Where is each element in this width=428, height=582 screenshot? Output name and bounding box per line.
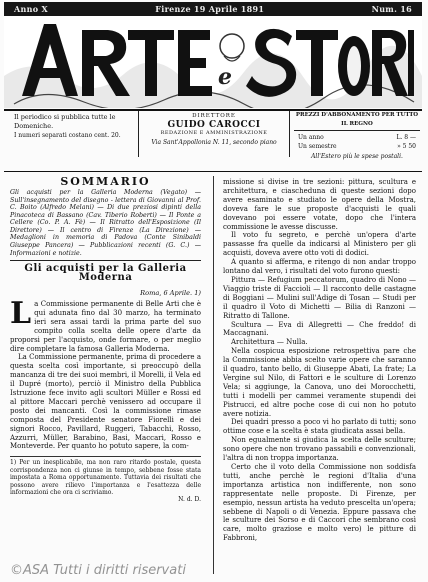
- dateline-bar: [4, 2, 422, 16]
- price-row-year: Un anno L. 8 —: [298, 134, 416, 141]
- editor-box: [138, 111, 290, 157]
- editorial-address: Via Sant'Appollonia N. 11, secondo piano: [151, 139, 277, 146]
- right-paragraph-7: Certo che il voto della Commissione non soddisfa tutti, anche perchè le regioni d'Italia d'una importanza artistica non indifferente, non sono rappresentate nelle proposte. Di Firenze, per esempio, nessun artista ha veduto prescelta un'opera; sebbene di Napoli o di Venezia. Eppure passava che le sculture dei Sorso e di Caccori che sembrano così care, molto graziose e molto vero) le pitture di Fabbroni,: [223, 463, 416, 543]
- footnote-text: 1) Per un inesplicabile, ma non raro ritardo postale, questa corrispondenza non ci giunse in tempo, sebbene fosse stata impostata a Roma opportunamente. Tuttavia dei risultati che possono avere rilievo l'importanza e l'esattezza delle informazioni che ora ci scriviamo.: [10, 459, 201, 496]
- issue-year: Anno X: [14, 4, 48, 14]
- summary-rule: [10, 260, 201, 261]
- left-column: [10, 175, 201, 504]
- right-column: [223, 178, 416, 543]
- painting-list: Pittura — Refugium peccatorum, quadro di Nono — Viaggio triste di Faccioli — Il racconto delle castagne di Boggiani — Mulini sull'Adige di Tosan — Studi per il quadro il Voto di Michetti — Bilia di Ranzoni — Ritratto di Tallone.: [223, 275, 416, 320]
- subscription-prices: [294, 111, 420, 161]
- masthead: [4, 16, 422, 108]
- copyright-watermark: ©ASA Tutti i diritti riservati: [10, 563, 186, 578]
- right-paragraph-3: A quanto si afferma, e ritengo di non andar troppo lontano dal vero, i risultati del voto furono questi:: [223, 258, 416, 276]
- editorial-office-label: REDAZIONE E AMMINISTRAZIONE: [160, 130, 268, 136]
- article-paragraph-2: La Commissione permanente, prima di procedere a questa scelta così importante, si preoccupò della mancanza di tre dei suoi membri, il Morelli, il Vela ed il Dupré (morto), perciò il Ministro della Pubblica Istruzione fece invito agli scultori Müller e Rossi ed al pittore Maccari perchè venissero ad occupare il posto dei mancanti. Così la commissione rimase composta del Presidente senatore Fiorelli e dei signori Rocco, Pavillard, Ruggeri, Tabacchi, Rosso, Azzurri, Müller, Barabino, Basi, Maccari, Rosso e Monteverde. Per quanto ho potuto sapere, la com-: [10, 353, 201, 451]
- single-issue-price: I numeri separati costano cent. 20.: [14, 132, 121, 139]
- masthead-logo: [4, 16, 422, 108]
- issue-place-date: Firenze 19 Aprile 1891: [155, 4, 265, 14]
- article-title: Gli acquisti per la Galleria Moderna: [24, 263, 187, 284]
- issue-number: Num. 16: [371, 4, 412, 14]
- prices-abroad-note: All'Estero più le spese postali.: [311, 153, 403, 160]
- architecture-list: Architettura — Nulla.: [231, 338, 308, 347]
- right-paragraph-1: missione si divise in tre sezioni: pittura, scultura e architettura, e ciascheduna di queste sezioni dopo avere esaminato e studiato le opere della Mostra, doveva fare le sue proposte d'acquisti le quali dovevano poi essere votate, dopo che l'intera commissione le avesse discusse.: [223, 178, 416, 231]
- director-label: DIRETTORE: [192, 113, 236, 119]
- svg-text:e: e: [218, 64, 232, 90]
- footnote: [10, 456, 201, 503]
- article-dateline: Roma, 6 Aprile. 1): [140, 289, 201, 298]
- prices-title: PREZZI D'ABBONAMENTO PER TUTTO IL REGNO: [294, 111, 420, 131]
- right-paragraph-5: Dei quadri presso a poco vi ho parlato di tutti; sono ottime cose e la scelta è stata giudicata assai bella.: [223, 418, 416, 436]
- article-paragraph-1: La Commissione permanente di Belle Arti che è qui adunata fino dal 30 marzo, ha terminato ieri sera assai tardi la prima parte del suo compito colla scelta delle opere d'arte da proporsi per l'acquisto, onde formare, o per meglio dire completare la famosa Galleria Moderna.: [10, 295, 201, 353]
- columns-top-rule: [4, 171, 422, 172]
- right-paragraph-6: Non egualmente si giudica la scelta delle sculture; sono opere che non trovano passabili e convenzionali, l'altra di non troppa importanza.: [223, 436, 416, 463]
- sculpture-list: Scultura — Eva di Allegretti — Che freddo! di Maccagnani.: [223, 320, 416, 338]
- footnote-signature: N. d. D.: [178, 496, 201, 504]
- publication-info: [14, 113, 132, 140]
- publication-frequency: Il periodico si pubblica tutte le Domeniche.: [14, 113, 116, 130]
- drop-cap: L: [10, 295, 32, 331]
- right-paragraph-4: Nella cospicua esposizione retrospettiva pare che la Commissione abbia scelto varie opere che saranno il quadro, tanto bello, di Giuseppe Abati, La frate; La Vergine sul Nilo, di Fattori e le sculture di Lorenzo Vela; si aggiunge, la Canova, uno dei Morocchetti, tutti i modelli per cammei veramente stupendi dei Pistrucci, ed altre poche cose di cui non ho potuto avere notizia.: [223, 347, 416, 418]
- column-divider: [213, 176, 214, 574]
- summary-title: SOMMARIO: [60, 175, 151, 188]
- director-name: GUIDO CAROCCI: [167, 120, 261, 130]
- summary-text: Gli acquisti per la Galleria Moderna (Vegato) — Sull'insegnamento del disegno - lettera di Giovanni al Prof. C. Boito (Alfredo Melani) — Di due preziosi dipinti della Pinacoteca di Bassano (Cav. Tiberio Roberti) — Il Ponte a Cellere (Co. P. A. Fè) — Il Ritratto dell'Esposizione (Il Direttore) — Il centro di Firenze (La Direzione) — Medaglioni in memoria di Padova (Conte Sinibaldi Giuseppe Pancera) — Pubblicazioni recenti (G. C.) — Informazioni e notizie.: [10, 188, 201, 257]
- right-paragraph-2: Il voto fu segreto, e perchè un'opera d'arte passasse fra quelle da indicarsi al Ministero per gli acquisti, doveva avere otto voti di dodici.: [223, 231, 416, 258]
- price-row-semester: Un semestre » 5 50: [298, 143, 416, 150]
